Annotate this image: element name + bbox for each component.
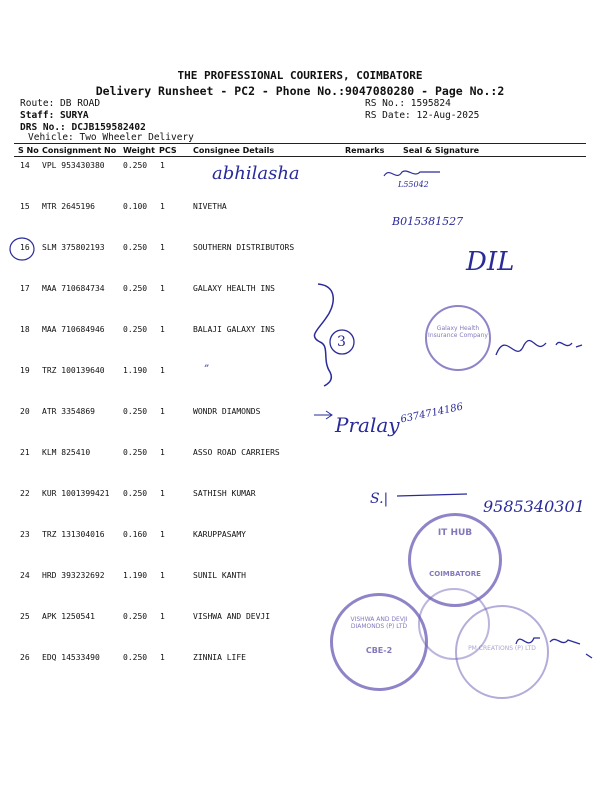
col-pcs: PCS [159,146,177,155]
row-pcs: 1 [160,202,165,211]
devji-stamp-text: VISHWA AND DEVJI DIAMONDS (P) LTD [350,616,408,630]
row-pcs: 1 [160,161,165,170]
row-consignee: ZINNIA LIFE [193,653,246,662]
row-sno: 20 [20,407,30,416]
row-weight: 0.250 [123,653,148,662]
handwritten-dl: DIL [466,247,515,277]
col-consignment: Consignment No [42,146,117,155]
table-row [0,202,600,222]
circle-annotation-16 [8,236,38,262]
col-remarks: Remarks [345,146,385,155]
row-weight: 0.250 [123,243,148,252]
header-top-rule [14,143,586,144]
row-sno: 21 [20,448,30,457]
vehicle-label: Vehicle: Two Wheeler Delivery [28,132,194,143]
galaxy-stamp-text: Galaxy Health Insurance Company [428,325,488,339]
row-pcs: 1 [160,530,165,539]
row-pcs: 1 [160,653,165,662]
row-pcs: 1 [160,366,165,375]
handwritten-phone-row20: 6374714186 [399,401,465,426]
row-consignee: SUNIL KANTH [193,571,246,580]
runsheet-subtitle: Delivery Runsheet - PC2 - Phone No.:9047080280 - Page No.:2 [95,84,505,98]
row-consignee: KARUPPASAMY [193,530,246,539]
row-consignee: VISHWA AND DEVJI [193,612,271,621]
row-pcs: 1 [160,448,165,457]
handwritten-name-abhilasha: abhilasha [212,163,300,184]
row-pcs: 1 [160,489,165,498]
row-pcs: 1 [160,325,165,334]
row-consignment: EDQ 14533490 [42,653,100,662]
row-sno: 16 [20,243,30,252]
handwritten-phone-row22: 9585340301 [483,497,585,516]
row-weight: 0.100 [123,202,148,211]
row-consignee: WONDR DIAMONDS [193,407,261,416]
row-consignment: TRZ 131304016 [42,530,105,539]
drs-label: DRS No.: DCJB159582402 [20,122,146,133]
row-sno: 17 [20,284,30,293]
it-hub-stamp-city: COIMBATORE [429,570,481,578]
it-hub-stamp-title: IT HUB [437,528,473,538]
row-consignment: SLM 375802193 [42,243,105,252]
row-sno: 15 [20,202,30,211]
staff-label: Staff: SURYA [20,110,89,121]
handwritten-mark-row22: S.| [370,491,389,507]
row-weight: 0.250 [123,612,148,621]
handwritten-circled-3: 3 [337,334,346,350]
row-consignment: APK 1250541 [42,612,95,621]
row-sno: 18 [20,325,30,334]
row-weight: 0.250 [123,284,148,293]
row-weight: 0.250 [123,325,148,334]
row-weight: 0.250 [123,407,148,416]
col-consignee: Consignee Details [193,146,275,155]
handwritten-ditto-mark: ” [204,364,210,375]
table-row [0,407,600,427]
row-consignee: GALAXY HEALTH INS [193,284,275,293]
row-consignee: BALAJI GALAXY INS [193,325,275,334]
row-weight: 0.250 [123,161,148,170]
row-consignee: SATHISH KUMAR [193,489,256,498]
row-sno: 14 [20,161,30,170]
rs-number: RS No.: 1595824 [365,98,451,109]
row-consignment: MAA 710684946 [42,325,105,334]
galaxy-insurance-stamp [425,305,491,371]
table-row [0,530,600,550]
devji-diamonds-stamp [330,593,428,691]
row-consignee: ASSO ROAD CARRIERS [193,448,280,457]
pm-stamp-text: PM CREATIONS (P) LTD [468,645,536,652]
signature-row18-icon [486,325,586,365]
col-seal-signature: Seal & Signature [403,146,480,155]
row-consignee: NIVETHA [193,202,227,211]
company-title: THE PROFESSIONAL COURIERS, COIMBATORE [177,69,423,82]
col-sno: S No [18,146,39,155]
devji-stamp-cbe2: CBE-2 [365,646,393,655]
row-sno: 24 [20,571,30,580]
handwritten-signature-row20: Pralay [335,413,400,437]
row-weight: 1.190 [123,366,148,375]
row-sno: 25 [20,612,30,621]
row-pcs: 1 [160,284,165,293]
row-weight: 0.250 [123,489,148,498]
row-consignment: KLM 825410 [42,448,91,457]
row-weight: 1.190 [123,571,148,580]
header-bottom-rule [14,156,586,157]
table-row [0,161,600,181]
row-consignment: KUR 1001399421 [42,489,110,498]
row-consignment: TRZ 100139640 [42,366,105,375]
rs-date: RS Date: 12-Aug-2025 [365,110,480,121]
row-pcs: 1 [160,407,165,416]
row-consignment: MTR 2645196 [42,202,95,211]
pm-creations-stamp-right [455,605,549,699]
line-mark-row22-icon [395,488,475,502]
row-weight: 0.250 [123,448,148,457]
row-sno: 19 [20,366,30,375]
col-weight: Weight [123,146,155,155]
brace-scribble-icon [300,280,360,390]
signature-row14-icon [380,164,450,184]
handwritten-number-row14: L55042 [398,180,429,189]
row-sno: 26 [20,653,30,662]
row-pcs: 1 [160,571,165,580]
table-row [0,571,600,591]
arrow-mark-row20-icon [312,410,342,420]
table-row [0,448,600,468]
row-consignment: ATR 3354869 [42,407,95,416]
row-consignment: HRD 393232692 [42,571,105,580]
row-sno: 22 [20,489,30,498]
row-consignment: VPL 953430380 [42,161,105,170]
handwritten-number-row15: B015381527 [392,215,464,228]
row-consignment: MAA 710684734 [42,284,105,293]
row-pcs: 1 [160,612,165,621]
row-weight: 0.160 [123,530,148,539]
row-consignee: SOUTHERN DISTRIBUTORS [193,243,295,252]
row-pcs: 1 [160,243,165,252]
route-label: Route: DB ROAD [20,98,101,109]
row-sno: 23 [20,530,30,539]
